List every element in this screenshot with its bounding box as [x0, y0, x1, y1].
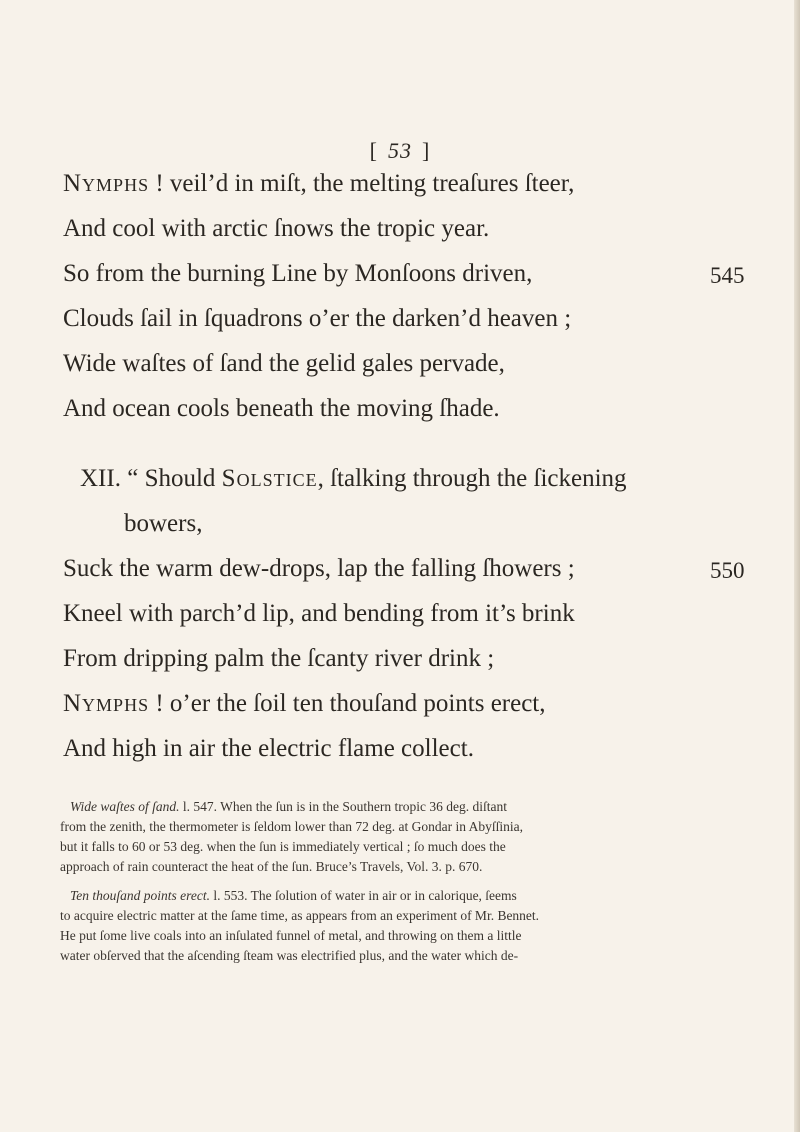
- note-heading: Wide waſtes of ſand.: [70, 799, 180, 814]
- note-line: water obſerved that the aſcending ſteam was electrified plus, and the water which de-: [60, 948, 519, 963]
- verse-line: So from the burning Line by Monſoons driven,: [63, 260, 533, 287]
- note-heading: Ten thouſand points erect.: [70, 888, 210, 903]
- verse-line: And cool with arctic ſnows the tropic year.: [63, 215, 490, 242]
- verse-line: [80, 464, 627, 494]
- page-edge: [794, 0, 800, 1132]
- note-text: l. 547. When the ſun is in the Southern tropic 36 deg. diſtant: [179, 799, 507, 814]
- verse-line: Suck the warm dew-drops, lap the falling ſhowers ;: [63, 555, 575, 582]
- right-bracket: ]: [422, 138, 431, 163]
- verse-text: “ Should: [120, 465, 222, 492]
- verse-smallcaps: Solstice: [221, 465, 318, 492]
- page-number: 53: [388, 138, 412, 163]
- verse-line: Clouds ſail in ſquadrons o’er the darken’d heaven ;: [63, 305, 572, 332]
- verse-line: And high in air the electric flame collect.: [63, 735, 474, 762]
- verse-text: , ſtalking through the ſickening: [317, 465, 627, 492]
- verse-line: And ocean cools beneath the moving ſhade.: [63, 395, 500, 422]
- verse-line: [63, 689, 546, 719]
- verse-text: ! veil’d in miſt, the melting treaſures ſteer,: [149, 170, 575, 197]
- section-number: XII.: [80, 465, 121, 492]
- note-line: approach of rain counteract the heat of the ſun. Bruce’s Travels, Vol. 3. p. 670.: [60, 859, 483, 874]
- verse-line: Kneel with parch’d lip, and bending from it’s brink: [63, 600, 575, 627]
- note-line: [70, 797, 507, 817]
- verse-line: From dripping palm the ſcanty river drink ;: [63, 645, 495, 672]
- verse-continuation: bowers,: [124, 510, 203, 537]
- page-header: [0, 138, 800, 164]
- verse-text: ! o’er the ſoil ten thouſand points erect,: [149, 690, 546, 717]
- note-line: from the zenith, the thermometer is ſeldom lower than 72 deg. at Gondar in Abyſſinia,: [60, 819, 524, 834]
- verse-lead: Nymphs: [63, 690, 150, 717]
- note-line: He put ſome live coals into an inſulated funnel of metal, and throwing on them a little: [60, 928, 522, 943]
- note-line: [70, 886, 517, 906]
- note-line: but it falls to 60 or 53 deg. when the ſun is immediately vertical ; ſo much does the: [60, 839, 506, 854]
- line-number: 545: [710, 263, 745, 288]
- verse-lead: Nymphs: [63, 170, 150, 197]
- line-number: 550: [710, 558, 745, 583]
- verse-line: [63, 169, 574, 199]
- verse-line: Wide waſtes of ſand the gelid gales pervade,: [63, 350, 505, 377]
- note-text: l. 553. The ſolution of water in air or in calorique, ſeems: [210, 888, 517, 903]
- left-bracket: [: [369, 138, 378, 163]
- note-line: to acquire electric matter at the ſame time, as appears from an experiment of Mr. Bennet.: [60, 908, 540, 923]
